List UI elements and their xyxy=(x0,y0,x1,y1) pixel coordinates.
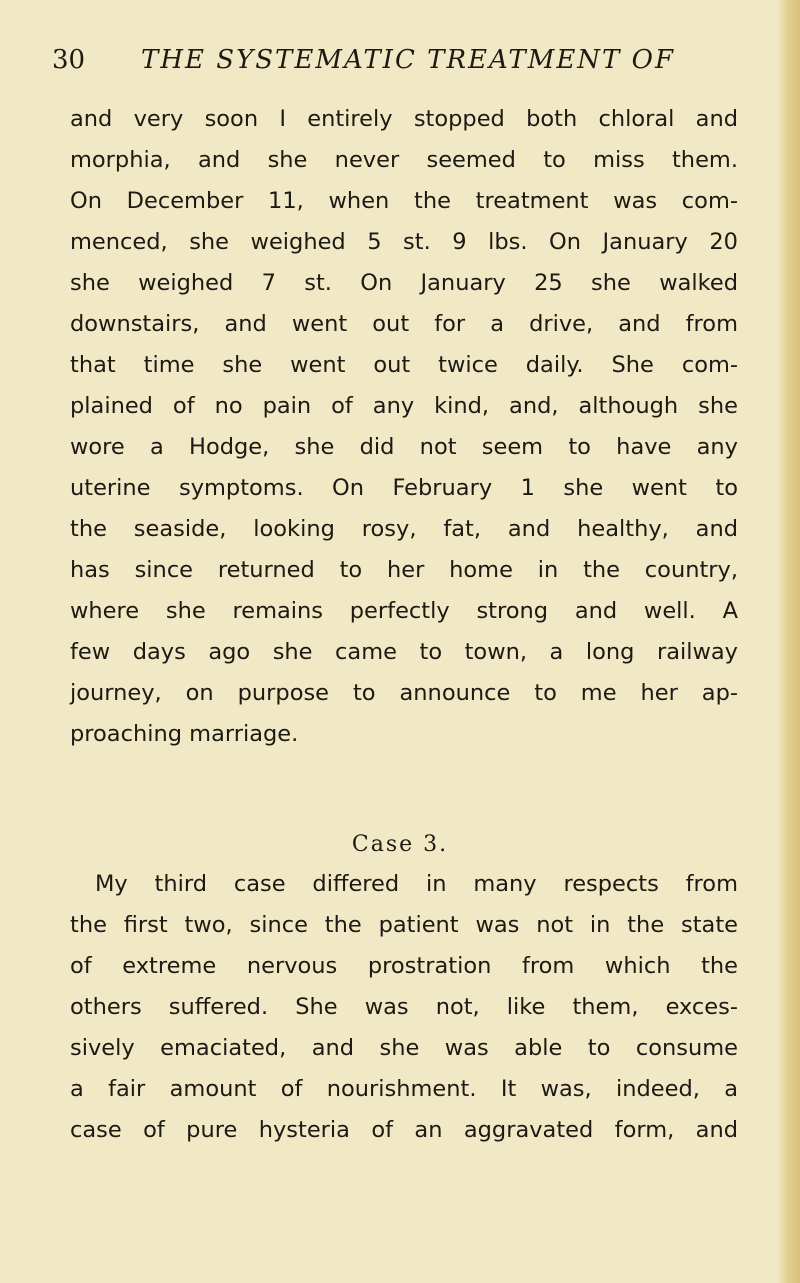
text-line: menced, she weighed 5 st. 9 lbs. On January 20 xyxy=(70,229,738,255)
text-line: uterine symptoms. On February 1 she went to xyxy=(70,475,738,501)
text-line: On December 11, when the treatment was com- xyxy=(70,188,738,214)
text-line: sively emaciated, and she was able to consume xyxy=(70,1035,738,1061)
page-header xyxy=(52,40,752,80)
text-line: a fair amount of nourishment. It was, indeed, a xyxy=(70,1076,738,1102)
text-line: few days ago she came to town, a long railway xyxy=(70,639,738,665)
case-heading: Case 3. xyxy=(351,832,449,857)
text-line: downstairs, and went out for a drive, and from xyxy=(70,311,738,337)
text-line: others suffered. She was not, like them, exces- xyxy=(70,994,738,1020)
text-line: case of pure hysteria of an aggravated form, and xyxy=(70,1117,738,1143)
text-line: My third case differed in many respects from xyxy=(95,871,738,897)
running-head: THE SYSTEMATIC TREATMENT OF xyxy=(141,45,676,75)
text-line: proaching marriage. xyxy=(70,721,299,747)
text-line: and very soon I entirely stopped both chloral and xyxy=(70,106,738,132)
text-line: plained of no pain of any kind, and, although she xyxy=(70,393,738,419)
page-edge xyxy=(778,0,800,1283)
text-line: wore a Hodge, she did not seem to have any xyxy=(70,434,738,460)
text-line: has since returned to her home in the country, xyxy=(70,557,738,583)
text-line: morphia, and she never seemed to miss them. xyxy=(70,147,738,173)
text-line: of extreme nervous prostration from which the xyxy=(70,953,738,979)
text-line: the first two, since the patient was not in the state xyxy=(70,912,738,938)
text-line: the seaside, looking rosy, fat, and healthy, and xyxy=(70,516,738,542)
text-line: where she remains perfectly strong and well. A xyxy=(70,598,738,624)
paragraph-1 xyxy=(70,99,738,755)
text-line: that time she went out twice daily. She com- xyxy=(70,352,738,378)
paragraph-2 xyxy=(70,864,738,1151)
text-line: she weighed 7 st. On January 25 she walked xyxy=(70,270,738,296)
page-number: 30 xyxy=(52,45,86,75)
text-line: journey, on purpose to announce to me her ap- xyxy=(70,680,738,706)
